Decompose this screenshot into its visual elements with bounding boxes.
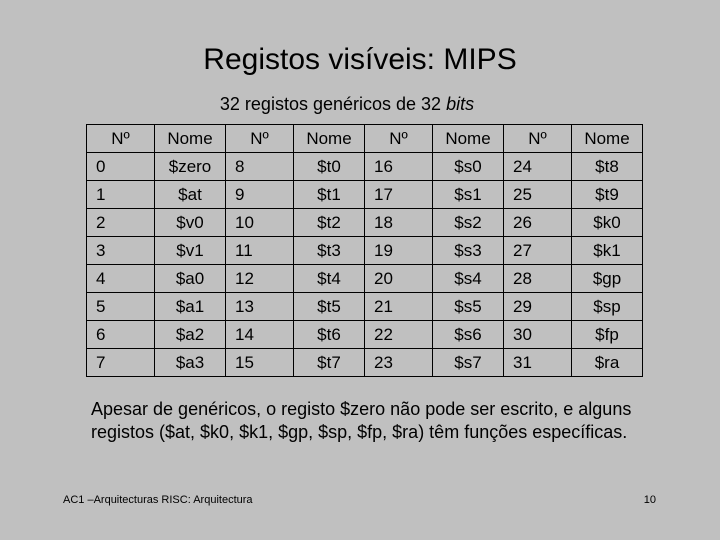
- table-header-row: [87, 125, 643, 153]
- column-header-number: Nº: [226, 125, 294, 153]
- registers-table: [86, 124, 643, 377]
- register-number: 29: [504, 293, 572, 321]
- footer-page-number: 10: [643, 494, 656, 506]
- register-number: 16: [365, 153, 433, 181]
- table-row: [87, 321, 643, 349]
- register-number: 30: [504, 321, 572, 349]
- subtitle-text: 32 registos genéricos de 32: [219, 94, 442, 114]
- register-name: $zero: [155, 153, 226, 181]
- register-name: $v0: [155, 209, 226, 237]
- register-name: $v1: [155, 237, 226, 265]
- subtitle-italic-text: bits: [446, 94, 475, 114]
- register-number: 2: [87, 209, 155, 237]
- register-name: $t0: [294, 153, 365, 181]
- table-row: [87, 293, 643, 321]
- register-name: $t6: [294, 321, 365, 349]
- register-number: 18: [365, 209, 433, 237]
- register-name: $gp: [572, 265, 643, 293]
- register-number: 7: [87, 349, 155, 377]
- table-row: [87, 237, 643, 265]
- register-number: 28: [504, 265, 572, 293]
- register-name: $a2: [155, 321, 226, 349]
- register-name: $at: [155, 181, 226, 209]
- register-number: 21: [365, 293, 433, 321]
- register-name: $s0: [433, 153, 504, 181]
- table-row: [87, 181, 643, 209]
- register-number: 1: [87, 181, 155, 209]
- register-number: 0: [87, 153, 155, 181]
- register-name: $s7: [433, 349, 504, 377]
- register-number: 12: [226, 265, 294, 293]
- register-name: $fp: [572, 321, 643, 349]
- register-number: 3: [87, 237, 155, 265]
- register-number: 10: [226, 209, 294, 237]
- register-number: 9: [226, 181, 294, 209]
- register-number: 11: [226, 237, 294, 265]
- register-number: 14: [226, 321, 294, 349]
- column-header-number: Nº: [365, 125, 433, 153]
- register-name: $t4: [294, 265, 365, 293]
- column-header-name: Nome: [294, 125, 365, 153]
- register-name: $sp: [572, 293, 643, 321]
- column-header-number: Nº: [87, 125, 155, 153]
- register-number: 20: [365, 265, 433, 293]
- register-name: $s1: [433, 181, 504, 209]
- slide-title: Registos visíveis: MIPS: [203, 43, 517, 76]
- register-name: $k1: [572, 237, 643, 265]
- register-name: $t7: [294, 349, 365, 377]
- register-name: $s5: [433, 293, 504, 321]
- register-name: $t2: [294, 209, 365, 237]
- column-header-name: Nome: [433, 125, 504, 153]
- table-row: [87, 153, 643, 181]
- register-name: $a0: [155, 265, 226, 293]
- register-number: 27: [504, 237, 572, 265]
- register-name: $t3: [294, 237, 365, 265]
- register-name: $t5: [294, 293, 365, 321]
- register-number: 23: [365, 349, 433, 377]
- register-name: $t1: [294, 181, 365, 209]
- column-header-number: Nº: [504, 125, 572, 153]
- register-number: 25: [504, 181, 572, 209]
- register-name: $s3: [433, 237, 504, 265]
- register-number: 31: [504, 349, 572, 377]
- register-number: 4: [87, 265, 155, 293]
- register-number: 19: [365, 237, 433, 265]
- register-number: 6: [87, 321, 155, 349]
- register-number: 22: [365, 321, 433, 349]
- table-row: [87, 265, 643, 293]
- footer-course-title: AC1 –Arquitecturas RISC: Arquitectura: [63, 494, 253, 506]
- column-header-name: Nome: [155, 125, 226, 153]
- register-name: $a3: [155, 349, 226, 377]
- column-header-name: Nome: [572, 125, 643, 153]
- register-name: $s6: [433, 321, 504, 349]
- register-name: $a1: [155, 293, 226, 321]
- slide-subtitle: [0, 92, 694, 116]
- register-number: 15: [226, 349, 294, 377]
- register-name: $t9: [572, 181, 643, 209]
- table-row: [87, 349, 643, 377]
- register-name: $ra: [572, 349, 643, 377]
- register-number: 24: [504, 153, 572, 181]
- register-number: 13: [226, 293, 294, 321]
- register-number: 17: [365, 181, 433, 209]
- register-name: $k0: [572, 209, 643, 237]
- explanatory-note: Apesar de genéricos, o registo $zero não pode ser escrito, e alguns registos ($at, $k0, $k1, $gp, $sp, $fp, $ra) têm funções específicas.: [91, 399, 632, 442]
- register-name: $s2: [433, 209, 504, 237]
- register-number: 26: [504, 209, 572, 237]
- register-number: 8: [226, 153, 294, 181]
- register-number: 5: [87, 293, 155, 321]
- table-row: [87, 209, 643, 237]
- register-name: $t8: [572, 153, 643, 181]
- register-name: $s4: [433, 265, 504, 293]
